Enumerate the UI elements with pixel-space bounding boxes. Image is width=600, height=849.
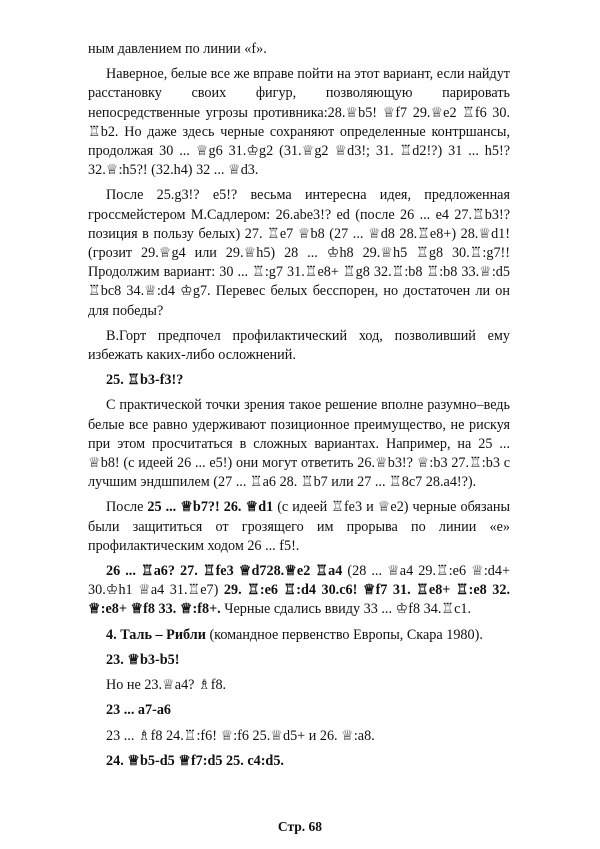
bold-move-text: 4. Таль – Рибли <box>106 626 206 643</box>
text-run: С практической точки зрения такое решение вполне разумно–ведь белые все равно удерживают позиционное преимущество, не рискуя при этом просчитаться в сложных вариантах. Например, на 25 ... ♕b8! (с идеей 26 ... e5!) они могут ответить 26.♕b3!? ♕:b3 27.♖:b3 с лучшим эндшпилем (27 ... ♖a6 28. ♖b7 или 27 ... ♖8c7 28.a4!?). <box>88 397 510 491</box>
text-run: После 25.g3!? e5!? весьма интересна идея, предложенная гроссмейстером М.Садлером: 26.abe3!? ed (после 26 ... e4 27.♖b3!? позиция в пользу белых) 27. ♖e7 ♕b8 (27 ... ♕d8 28.♖e8+) 28.♕d1! (грозит 29.♕g4 или 29.♕h5) 28 ... ♔h8 29.♕h5 ♖g8 30.♖:g7!!Продолжим вариант: 30 ... ♖:g7 31.♖e8+ ♖g8 32.♖:b8 ♖:b8 33.♕:d5 ♖bc8 34.♕:d4 ♔g7. Перевес белых бесспорен, но достаточен ли он для победы? <box>88 187 510 319</box>
paragraph <box>88 701 510 720</box>
text-run: В.Горт предпочел профилактический ход, позволивший ему избежать каких-либо осложнений. <box>88 327 510 364</box>
text-run: Наверное, белые все же вправе пойти на этот вариант, если найдут расстановку своих фигур, позволяющую парировать непосредственные угрозы противника:28.♕b5! ♕f7 29.♕e2 ♖f6 30. ♖b2. Но даже здесь черные сохраняют определенные контршансы, продолжая 30 ... ♕g6 31.♔g2 (31.♕g2 ♕d3!; 31. ♖d2!?) 31 ... h5!? 32.♕:h5?! (32.h4) 32 ... ♕d3. <box>88 66 510 179</box>
paragraph <box>88 65 510 180</box>
paragraph <box>88 186 510 320</box>
bold-move-text: 26 ... ♖a6? 27. ♖fe3 ♕d728.♕e2 ♖a4 <box>106 563 343 580</box>
paragraph <box>88 676 510 695</box>
text-run: (командное первенство Европы, Скара 1980). <box>205 626 483 643</box>
text-run: Но не 23.♕a4? ♗f8. <box>106 677 227 694</box>
paragraph <box>88 40 510 59</box>
text-run: После <box>106 499 148 516</box>
text-run: 23 ... ♗f8 24.♖:f6! ♕:f6 25.♕d5+ и 26. ♕:a8. <box>106 727 375 744</box>
text-run: (28 ... ♕a4 29.♖:e6 ♕:d4+ 30.♔h1 ♕a4 31.♖e7) <box>88 563 510 599</box>
bold-move-text: 23 ... a7-a6 <box>106 702 172 719</box>
paragraph <box>88 727 510 746</box>
paragraph <box>88 752 510 771</box>
paragraph <box>88 651 510 670</box>
text-run: Черные сдались ввиду 33 ... ♔f8 34.♖c1. <box>220 601 472 618</box>
paragraph <box>88 562 510 620</box>
bold-move-text: 29. ♖:e6 ♖:d4 30.c6! ♕f7 31. ♖e8+ ♖:e8 32. ♕:e8+ ♕f8 33. ♕:f8+. <box>88 582 510 618</box>
bold-move-text: 25 ... ♕b7?! 26. ♕d1 <box>147 499 274 516</box>
bold-move-text: 25. ♖b3-f3!? <box>106 372 184 389</box>
paragraph <box>88 371 510 390</box>
bold-move-text: 23. ♕b3-b5! <box>106 651 180 668</box>
text-run: ным давлением по линии «f». <box>88 41 267 57</box>
text-run: (с идеей ♖fe3 и ♕e2) черные обязаны были защититься от грозящего им прорыва по линии «e» профилактическим ходом 26 ... f5!. <box>88 499 510 554</box>
paragraph <box>88 327 510 365</box>
paragraph <box>88 396 510 492</box>
paragraph <box>88 498 510 556</box>
bold-move-text: 24. ♕b5-d5 ♕f7:d5 25. c4:d5. <box>106 752 284 769</box>
body-text <box>88 40 510 771</box>
paragraph <box>88 626 510 645</box>
page-number: Стр. 68 <box>277 819 323 834</box>
